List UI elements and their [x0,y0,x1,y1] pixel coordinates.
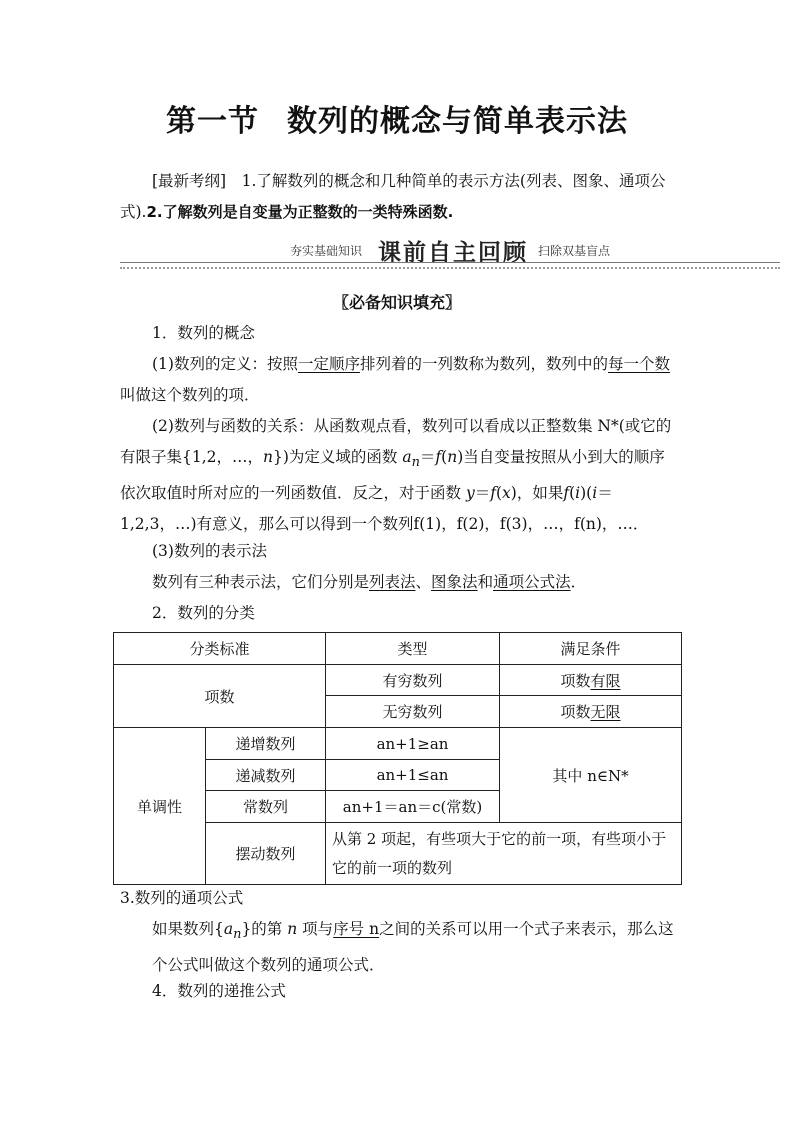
classification-table [113,632,682,885]
table-header: 满足条件 [500,633,682,665]
table-cell: 递增数列 [206,728,326,760]
table-cell: 项数有限 [500,665,682,696]
table-cell: 项数 [114,665,326,728]
table-row [114,633,682,665]
paragraph-function-relation: (2)数列与函数的关系：从函数观点看，数列可以看成以正整数集 N*(或它的有限子集{1,2，…，n})为定义域的函数 $a_n=f(n)$当自变量按照从小到大的顺序依次取值时所对应的一列函数值．反之，对于函数 y＝f(x)，如果f(i)(i＝1,2,3，…)有意义，那么可以得到一个数列f(1)，f(2)，f(3)，…，f(n)，…． [120,417,672,534]
exam-outline [120,166,678,228]
outline-label: [最新考纲] [152,172,227,190]
heading-1: 1．数列的概念 [152,324,255,342]
banner-right: 扫除双基盲点 [538,244,611,258]
heading-2: 2．数列的分类 [152,604,255,622]
table-cell: 从第 2 项起，有些项大于它的前一项，有些项小于它的前一项的数列 [326,823,682,885]
table-header: 分类标准 [114,633,326,665]
banner-center: 课前自主回顾 [378,240,528,266]
heading-representation: (3)数列的表示法 [152,542,267,560]
page-title [0,96,794,140]
table-cell: 摆动数列 [206,823,326,885]
section-title: 〖必备知识填充〗 [332,293,461,312]
outline-text-b: 2.了解数列是自变量为正整数的一类特殊函数. [146,203,454,221]
table-cell: 常数列 [206,791,326,823]
paragraph-definition: (1)数列的定义：按照一定顺序排列着的一列数称为数列，数列中的每一个数叫做这个数列的项． [120,355,671,404]
section-banner [120,236,780,270]
heading-3: 3.数列的通项公式 [120,889,244,907]
table-cell: 无穷数列 [326,696,500,728]
table-row [114,665,682,696]
table-row [114,728,682,760]
table-cell: an+1≥an [326,728,500,760]
table-header: 类型 [326,633,500,665]
heading-4: 4．数列的递推公式 [152,982,286,1000]
banner-divider [120,262,780,269]
table-cell: 有穷数列 [326,665,500,696]
table-cell: 其中 n∈N* [500,728,682,823]
table-cell: 单调性 [114,728,206,885]
banner-left: 夯实基础知识 [290,244,363,258]
table-cell: 递减数列 [206,760,326,791]
table-cell: 项数无限 [500,696,682,728]
table-cell: an+1＝an＝c(常数) [326,791,500,823]
paragraph-general-term: 如果数列$\{a_n\}$的第 n 项与序号 n之间的关系可以用一个式子来表示，那么这个公式叫做这个数列的通项公式． [152,920,674,975]
title-part2: 数列的概念与简单表示法 [287,104,628,139]
paragraph-representation: 数列有三种表示法，它们分别是列表法、图象法和通项公式法． [152,573,587,591]
title-part1: 第一节 [166,104,259,139]
table-cell: an+1≤an [326,760,500,791]
outline-text-a: 1.了解数列的概念和几种简单的表示方法(列表、图象、通项公式). [120,172,666,221]
